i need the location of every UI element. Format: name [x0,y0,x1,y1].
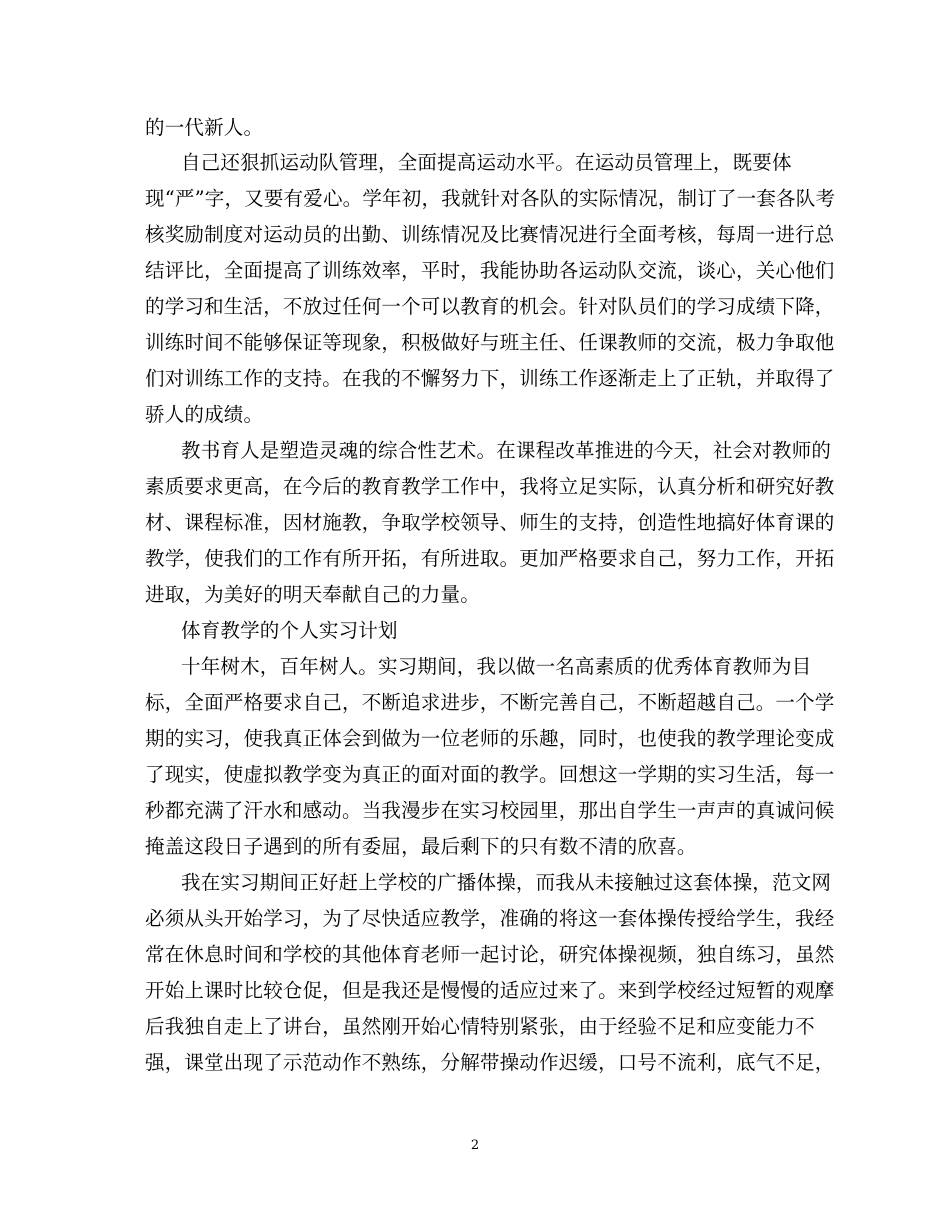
text-line: 现“严”字，又要有爱心。学年初，我就针对各队的实际情况，制订了一套各队考 [145,187,836,210]
text-line: 标，全面严格要求自己，不断追求进步，不断完善自己，不断超越自己。一个学 [145,691,835,714]
text-line: 教学，使我们的工作有所开拓，有所进取。更加严格要求自己，努力工作，开拓 [145,547,835,570]
text-line: 了现实，使虚拟教学变为真正的面对面的教学。回想这一学期的实习生活，每一 [145,763,835,786]
text-line: 常在休息时间和学校的其他体育老师一起讨论，研究体操视频，独自练习，虽然 [145,943,835,966]
text-line: 们对训练工作的支持。在我的不懈努力下，训练工作逐渐走上了正轨，并取得了 [145,367,835,390]
text-line: 材、课程标准，因材施教，争取学校领导、师生的支持，创造性地搞好体育课的 [145,511,835,534]
text-line: 的一代新人。 [145,116,264,139]
text-line: 秒都充满了汗水和感动。当我漫步在实习校园里，那出自学生一声声的真诚问候 [145,799,835,822]
text-line: 骄人的成绩。 [145,403,264,426]
text-line: 核奖励制度对运动员的出勤、训练情况及比赛情况进行全面考核，每周一进行总 [145,223,835,246]
paragraph-start-line: 我在实习期间正好赶上学校的广播体操，而我从未接触过这套体操，范文网 [181,871,832,894]
text-line: 结评比，全面提高了训练效率，平时，我能协助各运动队交流，谈心，关心他们 [145,259,835,282]
text-line: 期的实习，使我真正体会到做为一位老师的乐趣，同时，也使我的教学理论变成 [145,727,835,750]
paragraph-start-line: 教书育人是塑造灵魂的综合性艺术。在课程改革推进的今天，社会对教师的 [181,439,832,462]
text-line: 训练时间不能够保证等现象，积极做好与班主任、任课教师的交流，极力争取他 [145,331,835,354]
text-line: 开始上课时比较仓促，但是我还是慢慢的适应过来了。来到学校经过短暂的观摩 [145,979,835,1002]
paragraph-start-line: 自己还狠抓运动队管理，全面提高运动水平。在运动员管理上，既要体 [181,151,792,174]
text-line: 的学习和生活，不放过任何一个可以教育的机会。针对队员们的学习成绩下降， [145,295,835,318]
text-line: 掩盖这段日子遇到的所有委屈，最后剩下的只有数不清的欣喜。 [145,835,697,858]
paragraph-start-line: 十年树木，百年树人。实习期间，我以做一名高素质的优秀体育教师为目 [181,655,812,678]
text-line: 进取，为美好的明天奉献自己的力量。 [145,583,480,606]
section-heading: 体育教学的个人实习计划 [181,619,398,642]
text-line: 必须从头开始学习，为了尽快适应教学，准确的将这一套体操传授给学生，我经 [145,907,835,930]
text-line: 素质要求更高，在今后的教育教学工作中，我将立足实际，认真分析和研究好教 [145,475,835,498]
page-number: 2 [470,1138,480,1153]
text-line: 强，课堂出现了示范动作不熟练，分解带操动作迟缓，口号不流利，底气不足， [145,1051,835,1074]
text-line: 后我独自走上了讲台，虽然刚开始心情特别紧张，由于经验不足和应变能力不 [145,1015,815,1038]
